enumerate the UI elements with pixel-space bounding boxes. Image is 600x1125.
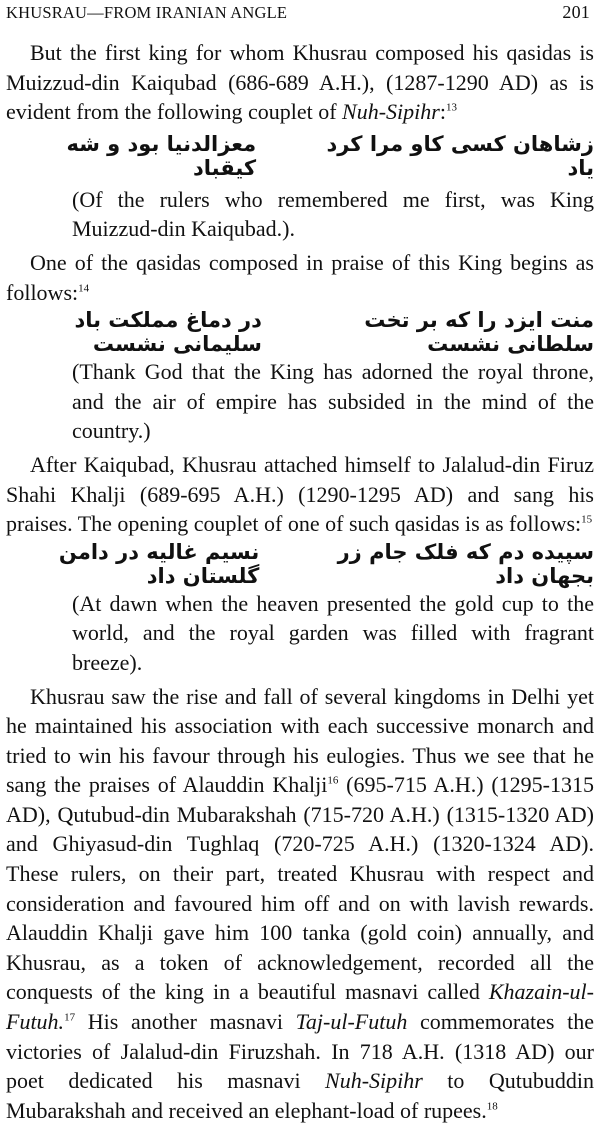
page-number: 201: [562, 2, 590, 23]
italic-title: Nuh-Sipihr: [325, 1068, 423, 1093]
italic-title: Nuh-Sipihr: [342, 99, 440, 124]
footnote-marker: 17: [64, 1012, 75, 1024]
persian-verse-2: [6, 307, 594, 357]
paragraph-text: After Kaiqubad, Khusrau attached himself to Jalalud-din Firuz Shahi Khalji (689-695 A.H.) (1290-1295 AD) and sang his praises. The opening couplet of one of such qasidas is as follows:: [6, 452, 594, 536]
body-text: [6, 38, 594, 1125]
paragraph-2: [6, 248, 594, 307]
running-title: KHUSRAU—FROM IRANIAN ANGLE: [6, 3, 287, 23]
footnote-marker: 18: [487, 1100, 498, 1112]
translation-1: (Of the rulers who remembered me first, was King Muizzud-din Kaiqubad.).: [6, 185, 594, 244]
translation-2: (Thank God that the King has adorned the royal throne, and the air of empire has subsided in the mind of the country.): [6, 357, 594, 446]
footnote-marker: 14: [78, 282, 89, 294]
paragraph-text: commemorates the victories of Jalalud-din Firuzshah. In 718 A.H. (1318 AD) our poet dedicated his masnavi: [6, 1009, 594, 1093]
verse-hemistich: زشاهان کسی کاو مرا کرد یاد: [304, 132, 594, 180]
paragraph-1: [6, 38, 594, 127]
paragraph-3: [6, 450, 594, 539]
translation-3: (At dawn when the heaven presented the gold cup to the world, and the royal garden was filled with fragrant breeze).: [6, 589, 594, 678]
verse-hemistich: معزالدنیا بود و شه کیقباد: [6, 132, 256, 180]
footnote-marker: 13: [446, 102, 457, 114]
persian-verse-3: [6, 539, 594, 589]
paragraph-text: His another masnavi: [75, 1009, 296, 1034]
verse-hemistich: سپیده دم که فلک جام زر بجهان داد: [307, 540, 594, 588]
paragraph-text: :: [440, 99, 446, 124]
italic-title: Khazain-ul-Futuh.: [6, 979, 594, 1034]
verse-hemistich: در دماغ مملکت باد سلیمانی نشست: [6, 308, 262, 356]
verse-hemistich: نسیم غالیه در دامن گلستان داد: [6, 540, 259, 588]
verse-hemistich: منت ایزد را که بر تخت سلطانی نشست: [310, 308, 594, 356]
footnote-marker: 16: [327, 775, 338, 787]
paragraph-text: One of the qasidas composed in praise of this King begins as follows:: [6, 250, 594, 305]
paragraph-text: Khusrau saw the rise and fall of several kingdoms in Delhi yet he maintained his association with each successive monarch and tried to win his favour through his eulogies. Thus we see that he sang the praises of Alauddin Khalji: [6, 684, 594, 798]
running-head: [6, 2, 590, 26]
persian-verse-1: [6, 127, 594, 185]
paragraph-text: to Qutubuddin Mubarakshah and received an elephant-load of rupees.: [6, 1068, 594, 1123]
footnote-marker: 15: [581, 514, 592, 526]
paragraph-4: [6, 682, 594, 1125]
italic-title: Taj-ul-Futuh: [296, 1009, 408, 1034]
paragraph-text: But the first king for whom Khusrau composed his qasidas is Muizzud-din Kaiqubad (686-689 A.H.), (1287-1290 AD) as is evident from the following couplet of: [6, 40, 594, 124]
paragraph-text: (695-715 A.H.) (1295-1315 AD), Qutubud-din Mubarakshah (715-720 A.H.) (1315-1320 AD) and Ghiyasud-din Tughlaq (720-725 A.H.) (1320-1324 AD). These rulers, on their part, treated Khusrau with respect and consideration and favoured him off and on with lavish rewards. Alauddin Khalji gave him 100 tanka (gold coin) annually, and Khusrau, as a token of acknowledgement, recorded all the conquests of the king in a beautiful masnavi called: [6, 772, 594, 1004]
